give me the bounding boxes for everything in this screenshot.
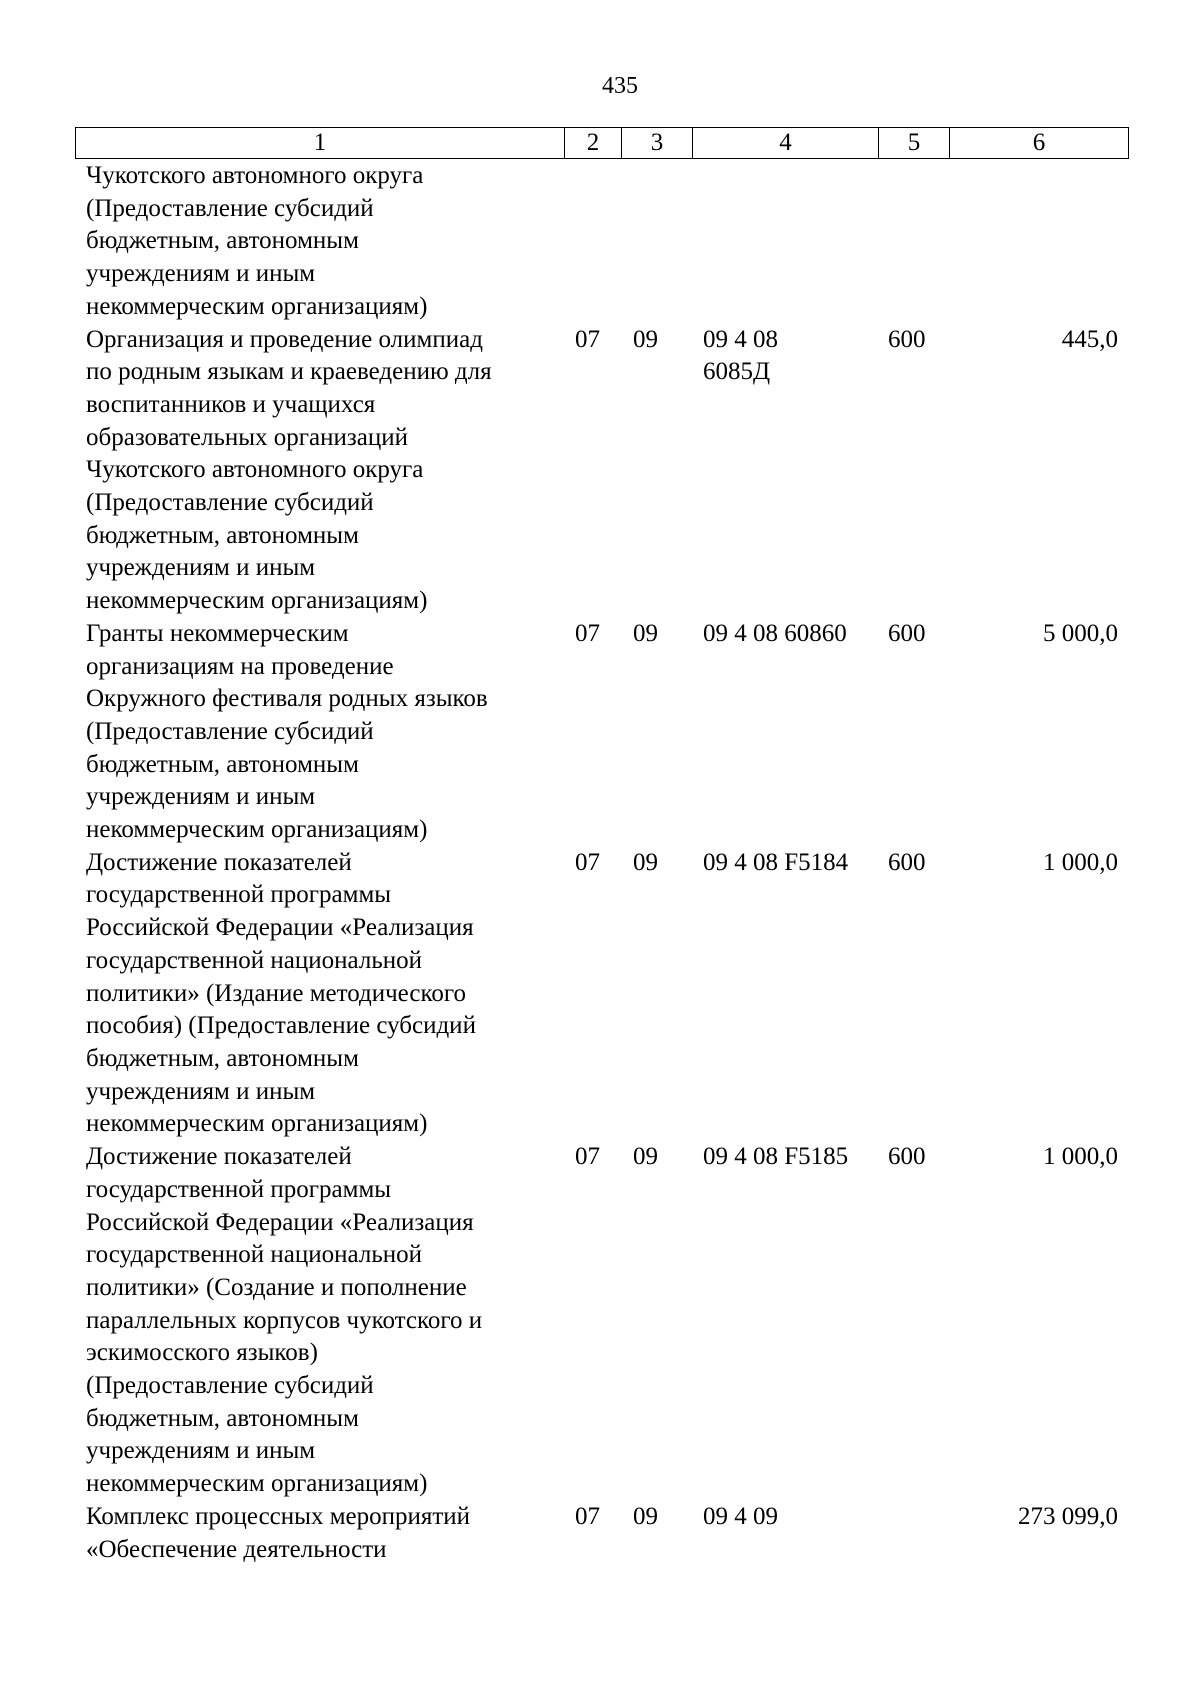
amount-cell: 1 000,0	[1043, 848, 1118, 876]
subsection-cell: 09	[633, 325, 658, 353]
row-name-cell: Чукотского автономного округа (Предоставление субсидий бюджетным, автономным учреждениям и иным некоммерческим организациям)	[86, 162, 428, 320]
expense-type-cell: 600	[888, 325, 926, 353]
table-row	[75, 618, 1129, 847]
page-number: 435	[602, 73, 638, 99]
row-name-cell: Гранты некоммерческим организациям на проведение Окружного фестиваля родных языков (Предоставление субсидий бюджетным, автономным учреждениям и иным некоммерческим организациям)	[86, 619, 488, 844]
target-article-cell: 09 4 08 F5185	[703, 1143, 849, 1171]
column-header-2: 2	[565, 128, 622, 158]
subsection-cell: 09	[633, 848, 658, 876]
expense-type-cell: 600	[888, 848, 926, 876]
table-row	[75, 324, 1129, 618]
table-header-row	[75, 127, 1129, 159]
table-row	[75, 1501, 1129, 1566]
target-article-cell: 09 4 08 60860	[703, 619, 847, 647]
target-article-cell: 09 4 08 6085Д	[703, 325, 778, 386]
row-name-cell: Достижение показателей государственной программы Российской Федерации «Реализация государственной национальной политики» (Издание методического пособия) (Предоставление субсидий бюджетным, автономным учреждениям и иным некоммерческим организациям)	[86, 848, 476, 1138]
column-header-3: 3	[622, 128, 693, 158]
expense-type-cell	[878, 1501, 949, 1566]
table-row	[75, 1141, 1129, 1501]
section-cell: 07	[575, 1502, 600, 1530]
section-cell: 07	[575, 325, 600, 353]
table-body	[75, 160, 1129, 1566]
subsection-cell: 09	[633, 1502, 658, 1530]
amount-cell: 445,0	[1061, 325, 1118, 353]
column-header-1: 1	[76, 128, 565, 158]
subsection-cell: 09	[633, 1143, 658, 1171]
table-row	[75, 847, 1129, 1141]
expense-type-cell: 600	[888, 619, 926, 647]
target-article-cell: 09 4 09	[703, 1502, 778, 1530]
subsection-cell: 09	[633, 619, 658, 647]
expense-type-cell: 600	[888, 1143, 926, 1171]
row-name-cell: Организация и проведение олимпиад по родным языкам и краеведению для воспитанников и учащихся образовательных организаций Чукотского автономного округа (Предоставление субсидий бюджетным, автономным учреждениям и иным некоммерческим организациям)	[86, 325, 492, 615]
amount-cell: 5 000,0	[1043, 619, 1118, 647]
target-article-cell: 09 4 08 F5184	[703, 848, 849, 876]
row-name-cell: Комплекс процессных мероприятий «Обеспечение деятельности	[86, 1502, 471, 1563]
section-cell: 07	[575, 619, 600, 647]
column-header-6: 6	[1032, 129, 1046, 156]
section-cell: 07	[575, 1143, 600, 1171]
row-name-cell: Достижение показателей государственной программы Российской Федерации «Реализация государственной национальной политики» (Создание и пополнение параллельных корпусов чукотского и эскимосского языков) (Предоставление субсидий бюджетным, автономным учреждениям и иным некоммерческим организациям)	[86, 1143, 483, 1498]
section-cell: 07	[575, 848, 600, 876]
column-header-4: 4	[693, 128, 879, 158]
column-header-5: 5	[879, 128, 950, 158]
amount-cell: 273 099,0	[1018, 1502, 1118, 1530]
amount-cell: 1 000,0	[1043, 1143, 1118, 1171]
table-row-continuation	[75, 160, 1129, 324]
